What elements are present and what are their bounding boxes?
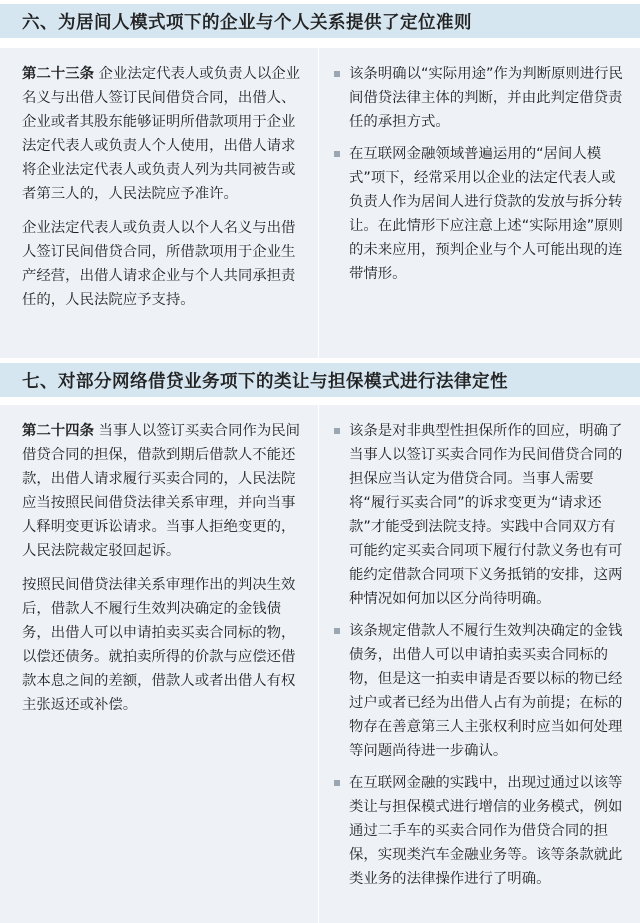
bullet-text: 该条规定借款人不履行生效判决确定的金钱债务，出借人可以申请拍卖买卖合同标的物，但是这一拍卖申请是否要以标的物已经过户或者已经为出借人占有为前提；在标的物存在善意第三人主张权利时应当如何处理等问题尚待进一步确认。: [349, 623, 623, 759]
section-6-title-text: 六、为居间人模式项下的企业与个人关系提供了定位准则: [22, 12, 472, 33]
bullet-text: 该条是对非典型性担保所作的回应，明确了当事人以签订买卖合同作为民间借贷合同的担保应当认定为借贷合同。当事人需要将“履行买卖合同”的诉求变更为“请求还款”才能受到法院支持。实践中合同双方有可能约定买卖合同项下履行付款义务也有可能约定借款合同项下义务抵销的安排，这两种情况如何加以区分尚待明确。: [349, 423, 623, 607]
section-6-panel: [0, 48, 640, 358]
section-6-title: [0, 4, 640, 38]
commentary-bullet: [333, 419, 628, 611]
section-6-left-column: [22, 62, 305, 322]
article-24-para-1: [22, 419, 305, 563]
article-24-para-2: 按照民间借贷法律关系审理作出的判决生效后，借款人不履行生效判决确定的金钱债务，出借人可以申请拍卖买卖合同标的物，以偿还债务。就拍卖所得的价款与应偿还借款本息之间的差额，借款人或者出借人有权主张返还或补偿。: [22, 577, 296, 713]
bullet-marker: [334, 71, 340, 77]
commentary-bullet: [333, 771, 628, 891]
section-7-panel: [0, 405, 640, 923]
bullet-marker: [334, 628, 340, 634]
article-23-label: 第二十三条: [22, 66, 94, 82]
column-divider: [318, 48, 319, 358]
bullet-text: 在互联网金融领域普遍运用的“居间人模式”项下，经常采用以企业的法定代表人或负责人作为居间人进行贷款的发放与拆分转让。在此情形下应注意上述“实际用途”原则的未来应用，预判企业与个人可能出现的连带情形。: [349, 146, 623, 282]
bullet-text: 在互联网金融的实践中，出现过通过以该等类让与担保模式进行增信的业务模式，例如通过二手车的买卖合同作为借贷合同的担保，实现类汽车金融业务等。该等条款就此类业务的法律操作进行了明确。: [349, 775, 623, 887]
article-23-text: 企业法定代表人或负责人以企业名义与出借人签订民间借贷合同，出借人、企业或者其股东能够证明所借款项用于企业法定代表人或负责人个人使用，出借人请求将企业法定代表人或负责人列为共同被告或者第三人的，人民法院应予准许。: [22, 66, 301, 202]
commentary-bullet: [333, 62, 628, 134]
article-24-text: 当事人以签订买卖合同作为民间借贷合同的担保，借款到期后借款人不能还款，出借人请求履行买卖合同的，人民法院应当按照民间借贷法律关系审理，并向当事人释明变更诉讼请求。当事人拒绝变更的，人民法院裁定驳回起诉。: [22, 423, 301, 559]
bullet-marker: [334, 151, 340, 157]
article-23-para-2: 企业法定代表人或负责人以个人名义与出借人签订民间借贷合同，所借款项用于企业生产经营，出借人请求企业与个人共同承担责任的，人民法院应予支持。: [22, 220, 296, 308]
bullet-text: 该条明确以“实际用途”作为判断原则进行民间借贷法律主体的判断，并由此判定借贷责任的承担方式。: [349, 66, 623, 130]
section-7-right-column: [333, 419, 628, 899]
section-6-right-column: [333, 62, 628, 294]
section-7-left-column: [22, 419, 305, 727]
section-7-title: [0, 363, 640, 397]
section-7-title-text: 七、对部分网络借贷业务项下的类让与担保模式进行法律定性: [22, 371, 508, 392]
bullet-marker: [334, 780, 340, 786]
commentary-bullet: [333, 619, 628, 763]
bullet-marker: [334, 428, 340, 434]
article-24-label: 第二十四条: [22, 423, 94, 439]
article-23-para-1: [22, 62, 305, 206]
commentary-bullet: [333, 142, 628, 286]
column-divider: [318, 405, 319, 923]
